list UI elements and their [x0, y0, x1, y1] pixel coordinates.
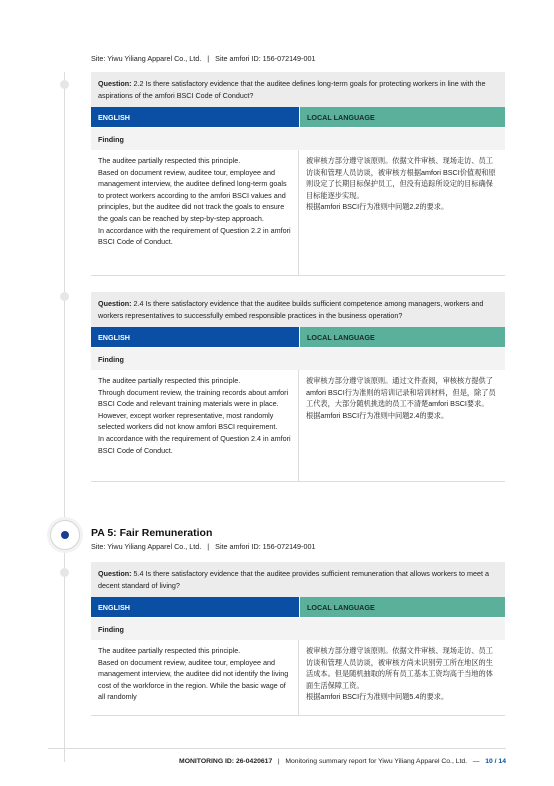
- question-card-2-2: [91, 72, 505, 276]
- question-card-2-4: [91, 292, 505, 482]
- question-body: 2.4 Is there satisfactory evidence that the auditee builds sufficient competence among managers, workers and workers representatives to successfully embed responsible practices in the business operation?: [98, 299, 484, 320]
- site-id: Site amfori ID: 156-072149-001: [215, 542, 316, 551]
- separator: |: [277, 758, 280, 765]
- header-english: ENGLISH: [91, 327, 299, 347]
- site-info-line: [91, 542, 315, 551]
- separator: |: [207, 54, 210, 63]
- site-name: Site: Yiwu Yiliang Apparel Co., Ltd.: [91, 54, 202, 63]
- report-description: Monitoring summary report for Yiwu Yiliang Apparel Co., Ltd.: [285, 758, 468, 765]
- finding-label: Finding: [91, 348, 505, 370]
- site-info-line: [91, 54, 315, 63]
- footer-divider: [48, 748, 506, 749]
- header-local-language: LOCAL LANGUAGE: [300, 327, 505, 347]
- finding-english: The auditee partially respected this principle. Based on document review, auditee tour, employee and management interview, the auditee did not identify the living cost of the workforce in the region. While the basic wage of all randomly: [91, 640, 299, 715]
- monitoring-id: MONITORING ID: 26-0420617: [179, 758, 273, 765]
- question-text: [91, 72, 505, 107]
- site-name: Site: Yiwu Yiliang Apparel Co., Ltd.: [91, 542, 202, 551]
- section-marker-icon: [50, 520, 80, 550]
- question-text: [91, 292, 505, 327]
- header-local-language: LOCAL LANGUAGE: [300, 597, 505, 617]
- question-label: Question:: [98, 79, 132, 88]
- header-english: ENGLISH: [91, 597, 299, 617]
- question-label: Question:: [98, 299, 132, 308]
- header-english: ENGLISH: [91, 107, 299, 127]
- question-label: Question:: [98, 569, 132, 578]
- header-local-language: LOCAL LANGUAGE: [300, 107, 505, 127]
- site-id: Site amfori ID: 156-072149-001: [215, 54, 316, 63]
- finding-local: 被审核方部分遵守该原则。依据文件审核、现场走访、员工访谈和管理人员访谈，被审核方尚未识别劳工所在地区的生活成本。但是随机抽取的所有员工基本工资均高于当地的体面生活保障工资。 根据amfori BSCI行为准则中问题5.4的要求。: [306, 646, 493, 702]
- page-footer: [0, 758, 506, 765]
- finding-local: 被审核方部分遵守该原则。通过文件查阅，审核核方提供了amfori BSCI行为准则的培训记录和培训材料，但是，除了员工代表，大部分随机挑选的员工不清楚amfori BSCI要求。 根据amfori BSCI行为准则中问题2.4的要求。: [306, 376, 496, 420]
- finding-english: The auditee partially respected this principle. Based on document review, auditee tour, employee and management interview, the auditee defined long-term goals to protect workers according to the amfori BSCI values and principles, but the auditee did not track the goals to ensure the goals can be reached by step-by-step approach. In accordance with the requirement of Question 2.2 in amfori BSCI Code of Conduct.: [91, 150, 299, 275]
- timeline-dot: [60, 80, 69, 89]
- finding-local: 被审核方部分遵守该原则。依据文件审核、现场走访、员工访谈和管理人员访谈，被审核方根据amfori BSCI价值观和原则设定了长期目标保护员工，但没有追踪所设定的目标确保目标能逐步实现。 根据amfori BSCI行为准则中问题2.2的要求。: [306, 156, 496, 212]
- question-text: [91, 562, 505, 597]
- dash: —: [472, 758, 480, 765]
- finding-english: The auditee partially respected this principle. Through document review, the training records about amfori BSCI Code and relevant training materials were in place. However, except worker representative, most randomly selected workers did not know amfori BSCI requirement. In accordance with the requirement of Question 2.4 in amfori BSCI Code of Conduct.: [91, 370, 299, 481]
- finding-label: Finding: [91, 618, 505, 640]
- finding-label: Finding: [91, 128, 505, 150]
- section-title: PA 5: Fair Remuneration: [91, 527, 213, 539]
- question-card-5-4: [91, 562, 505, 716]
- question-body: 2.2 Is there satisfactory evidence that the auditee defines long-term goals for protecting workers in line with the aspirations of the amfori BSCI Code of Conduct?: [98, 79, 486, 100]
- page-number: 10 / 14: [485, 758, 506, 765]
- timeline-dot: [60, 568, 69, 577]
- timeline-line: [64, 72, 65, 762]
- separator: |: [207, 542, 210, 551]
- question-body: 5.4 Is there satisfactory evidence that the auditee provides sufficient remuneration that allows workers to meet a decent standard of living?: [98, 569, 489, 590]
- timeline-dot: [60, 292, 69, 301]
